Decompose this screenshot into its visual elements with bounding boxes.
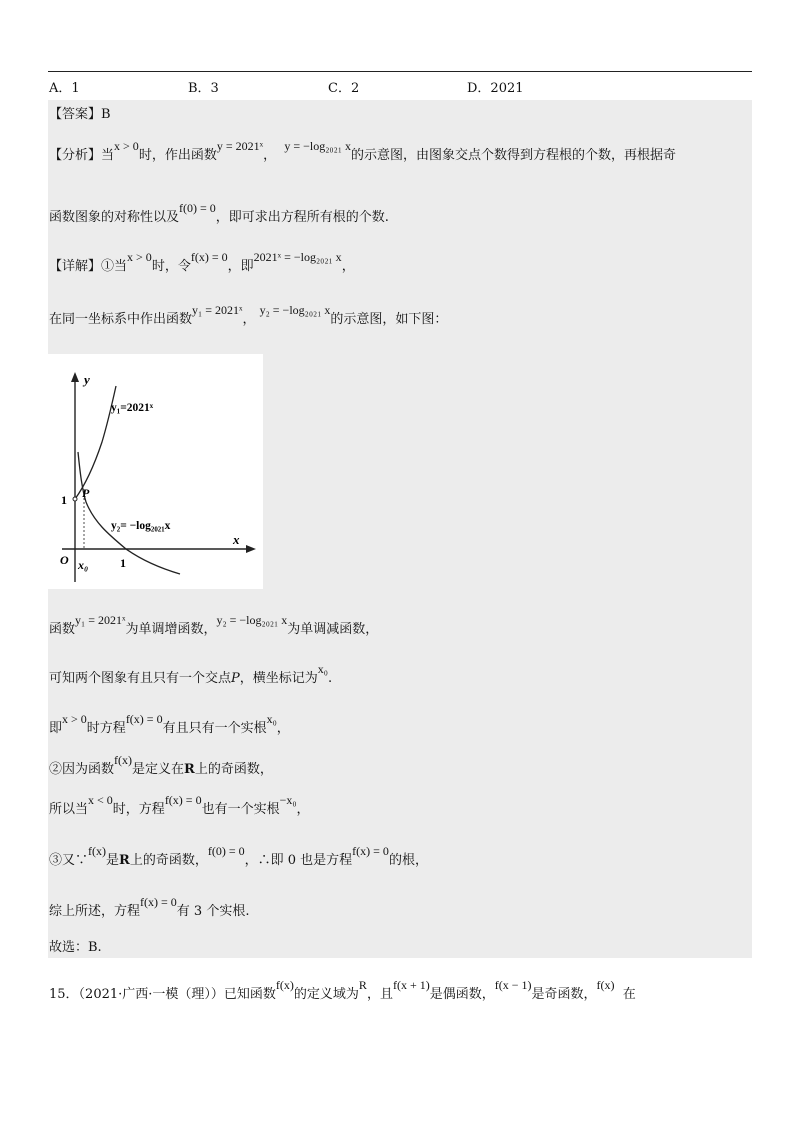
text: 是偶函数，	[429, 987, 495, 1002]
text: 的示意图，如下图：	[330, 312, 448, 327]
text: 时，作出函数	[138, 148, 217, 163]
math-function: f(x)	[88, 844, 107, 858]
math-condition: x > 0	[62, 712, 87, 726]
analysis-line-1	[49, 139, 676, 165]
analysis-line-2	[49, 201, 389, 227]
text: 上的奇函数，	[194, 762, 273, 777]
text: 当	[101, 148, 115, 163]
reals-symbol: R	[358, 978, 367, 992]
math-function: y₁ = 2021ˣ	[192, 303, 243, 317]
x-one-label: 1	[120, 556, 126, 570]
text: 所以当	[49, 802, 89, 817]
origin-label: O	[60, 553, 69, 567]
text: 可知两个图象有且只有一个交点	[49, 671, 232, 686]
y-axis-label: y	[84, 372, 90, 387]
text: ，且	[366, 987, 393, 1002]
top-rule	[48, 71, 752, 72]
detail-line-5	[49, 712, 290, 738]
reals-symbol: R	[184, 762, 195, 777]
math-equation: f(x) = 0	[140, 895, 177, 909]
option-c: C．2	[328, 81, 360, 96]
graph-svg	[48, 354, 263, 589]
math-equation: f(x) = 0	[125, 712, 163, 726]
math-condition: x > 0	[114, 139, 139, 153]
point-p: P	[231, 671, 240, 686]
x-axis-arrow	[246, 545, 256, 553]
x-axis-label: x	[233, 532, 240, 547]
curve-log	[78, 452, 180, 574]
text: 时，令	[151, 259, 191, 274]
math-function: f(x)	[596, 978, 615, 992]
text: ②因为函数	[49, 762, 115, 777]
text: 15．（2021·广西·一模（理））已知函数	[49, 987, 276, 1002]
text: 是奇函数，	[531, 987, 597, 1002]
math-equation: f(0) = 0	[207, 844, 245, 858]
graph-figure	[48, 354, 263, 589]
text: 有且只有一个实根	[162, 721, 267, 736]
math-function: y₂ = −log₂₀₂₁ x	[259, 303, 331, 317]
question-15	[49, 978, 636, 1002]
text: 函数图象的对称性以及	[49, 210, 180, 225]
point-y1	[73, 497, 77, 501]
answer-line: 【答案】B	[49, 107, 111, 122]
text: 为单调增函数，	[125, 622, 217, 637]
detail-line-8	[49, 844, 428, 870]
text: 在	[622, 987, 636, 1002]
math-equation: f(x) = 0	[190, 250, 228, 264]
text: 上的奇函数，	[129, 853, 208, 868]
text: ，	[242, 312, 256, 327]
text: 时方程	[86, 721, 126, 736]
text: ，	[296, 802, 310, 817]
text: ，即	[227, 259, 254, 274]
text: 的根，	[388, 853, 428, 868]
text: ，横坐标记为	[239, 671, 318, 686]
detail-line-1	[49, 250, 355, 276]
x0-label: x₀	[78, 558, 89, 572]
math-function: y₂ = −log₂₀₂₁ x	[216, 613, 288, 627]
text: .	[327, 671, 333, 686]
detail-line-9	[49, 895, 250, 921]
y-axis-arrow	[71, 372, 79, 382]
text: 为单调减函数，	[287, 622, 379, 637]
math-equation: f(0) = 0	[179, 201, 216, 215]
text: ，	[341, 259, 355, 274]
math-function: y₁ = 2021ˣ	[75, 613, 126, 627]
math-condition: x < 0	[88, 793, 113, 807]
option-b: B．3	[188, 81, 219, 96]
text: 综上所述，方程	[49, 904, 141, 919]
text: ，	[263, 148, 277, 163]
detail-label: 【详解】	[49, 259, 102, 274]
math-function: y = 2021ˣ	[216, 139, 264, 153]
math-equation: 2021ˣ = −log₂₀₂₁ x	[253, 250, 342, 264]
intersection-label: P	[82, 486, 90, 500]
math-condition: x > 0	[127, 250, 152, 264]
math-equation: f(x) = 0	[164, 793, 202, 807]
text: 是	[106, 853, 120, 868]
detail-line-4	[49, 662, 333, 688]
text: 在同一坐标系中作出函数	[49, 312, 193, 327]
math-function: f(x − 1)	[494, 978, 532, 992]
text: 的定义域为	[293, 987, 359, 1002]
text: 函数	[49, 622, 76, 637]
detail-line-10: 故选：B.	[49, 940, 102, 955]
math-x0: x₀	[317, 662, 328, 676]
reals-symbol: R	[119, 853, 130, 868]
detail-line-2	[49, 303, 448, 329]
math-equation: f(x) = 0	[352, 844, 389, 858]
detail-line-6	[49, 753, 273, 779]
text: 是定义在	[132, 762, 185, 777]
text: ①当	[101, 259, 128, 274]
math-function: f(x + 1)	[392, 978, 430, 992]
text: 即	[49, 721, 63, 736]
curve-exp-label: y₁=2021ˣ	[111, 402, 154, 414]
math-x0: x₀	[266, 712, 277, 726]
text: ，∴即 0 也是方程	[244, 853, 353, 868]
math-function: y = −log₂₀₂₁ x	[284, 139, 351, 153]
text: ，	[276, 721, 290, 736]
text: ，即可求出方程所有根的个数.	[215, 210, 389, 225]
text: 时，方程	[112, 802, 165, 817]
text: 有 3 个实根.	[176, 904, 250, 919]
detail-line-7	[49, 793, 310, 819]
detail-line-3	[49, 613, 379, 639]
option-d: D．2021	[467, 81, 524, 96]
text: ③又∵	[49, 853, 89, 868]
math-function: f(x)	[114, 753, 133, 767]
math-function: f(x)	[275, 978, 294, 992]
text: 的示意图，由图象交点个数得到方程根的个数，再根据奇	[350, 148, 676, 163]
math-root: −x₀	[279, 793, 297, 807]
analysis-label: 【分析】	[49, 148, 102, 163]
text: 也有一个实根	[201, 802, 280, 817]
curve-log-label: y₂= −log₂₀₂₁x	[111, 520, 171, 532]
option-a: A．1	[49, 81, 80, 96]
y-one-label: 1	[61, 493, 67, 507]
